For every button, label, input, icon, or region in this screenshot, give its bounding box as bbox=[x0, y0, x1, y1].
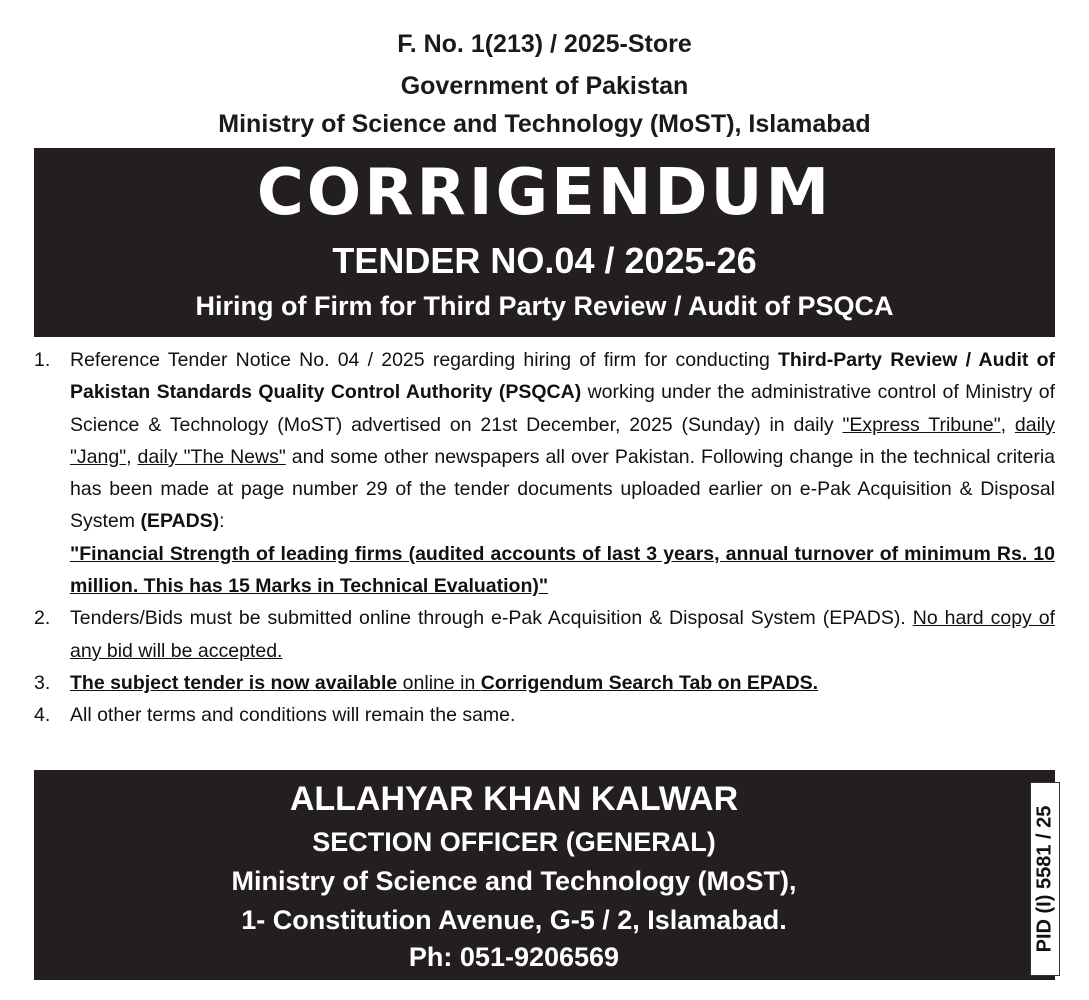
newspaper-express-tribune: "Express Tribune" bbox=[842, 413, 1001, 436]
item-number: 1. bbox=[34, 349, 51, 371]
item-number: 4. bbox=[34, 704, 51, 727]
signatory-ministry: Ministry of Science and Technology (MoST), bbox=[231, 866, 797, 896]
changed-criteria-quote: "Financial Strength of leading firms (audited accounts of last 3 years, annual turnover of minimum Rs. 10 million. This has 15 Marks in Technical Evaluation)" bbox=[70, 542, 1055, 598]
signatory-phone: Ph: 051-9206569 bbox=[408, 942, 620, 972]
item-bold-text: Third-Party Review / Audit of Pakistan Standards Quality Control Authority (PSQCA) bbox=[70, 349, 1055, 404]
item-text: Reference Tender Notice No. 04 / 2025 regarding hiring of firm for conducting bbox=[70, 349, 779, 371]
pid-box bbox=[1030, 782, 1060, 976]
ministry-heading: Ministry of Science and Technology (MoST), Islamabad bbox=[218, 110, 871, 138]
item-text: working under the administrative control of Ministry of Science & Technology (MoST) advertised on 21st December, 2025 (Sunday) in daily bbox=[70, 381, 1056, 436]
tender-subject: Hiring of Firm for Third Party Review / Audit of PSQCA bbox=[195, 291, 894, 321]
item-text: : bbox=[219, 510, 225, 533]
list-item-1 bbox=[34, 344, 1055, 602]
no-hard-copy-note: No hard copy of any bid will be accepted. bbox=[70, 607, 1055, 662]
signatory-name: ALLAHYAR KHAN KALWAR bbox=[289, 780, 739, 818]
signatory-address: 1- Constitution Avenue, G-5 / 2, Islamabad. bbox=[241, 905, 787, 935]
list-item-3 bbox=[34, 667, 1055, 699]
separator: , bbox=[1000, 413, 1015, 436]
item-bold-text: (EPADS) bbox=[140, 510, 220, 533]
list-item-4 bbox=[34, 699, 1055, 731]
item-text: All other terms and conditions will remain the same. bbox=[70, 704, 516, 727]
newspaper-jang: daily "Jang" bbox=[70, 413, 1055, 468]
separator: , bbox=[126, 445, 138, 468]
notice-body bbox=[34, 344, 1055, 732]
item-text: online in bbox=[397, 671, 481, 694]
item-bold-text: Corrigendum Search Tab on EPADS. bbox=[480, 671, 819, 694]
item-number: 3. bbox=[34, 671, 51, 694]
tender-number: TENDER NO.04 / 2025-26 bbox=[332, 240, 757, 281]
pid-number: PID (I) 5581 / 25 bbox=[1033, 805, 1056, 953]
newspaper-the-news: daily "The News" bbox=[137, 445, 286, 468]
item-text: Tenders/Bids must be submitted online through e-Pak Acquisition & Disposal System (EPADS). bbox=[70, 607, 913, 630]
file-number: F. No. 1(213) / 2025-Store bbox=[397, 30, 692, 58]
item-text: and some other newspapers all over Pakistan. Following change in the technical criteria has been made at page number 29 of the tender documents uploaded earlier on e-Pak Acquisition & Disposal System bbox=[70, 445, 1055, 533]
notice-title: CORRIGENDUM bbox=[256, 156, 833, 230]
signatory-block bbox=[34, 770, 1055, 980]
signatory-designation: SECTION OFFICER (GENERAL) bbox=[312, 827, 716, 857]
list-item-2 bbox=[34, 602, 1055, 667]
government-heading: Government of Pakistan bbox=[400, 72, 689, 100]
title-banner bbox=[34, 148, 1055, 337]
item-bold-text: The subject tender is now available bbox=[70, 671, 398, 694]
item-number: 2. bbox=[34, 607, 51, 630]
